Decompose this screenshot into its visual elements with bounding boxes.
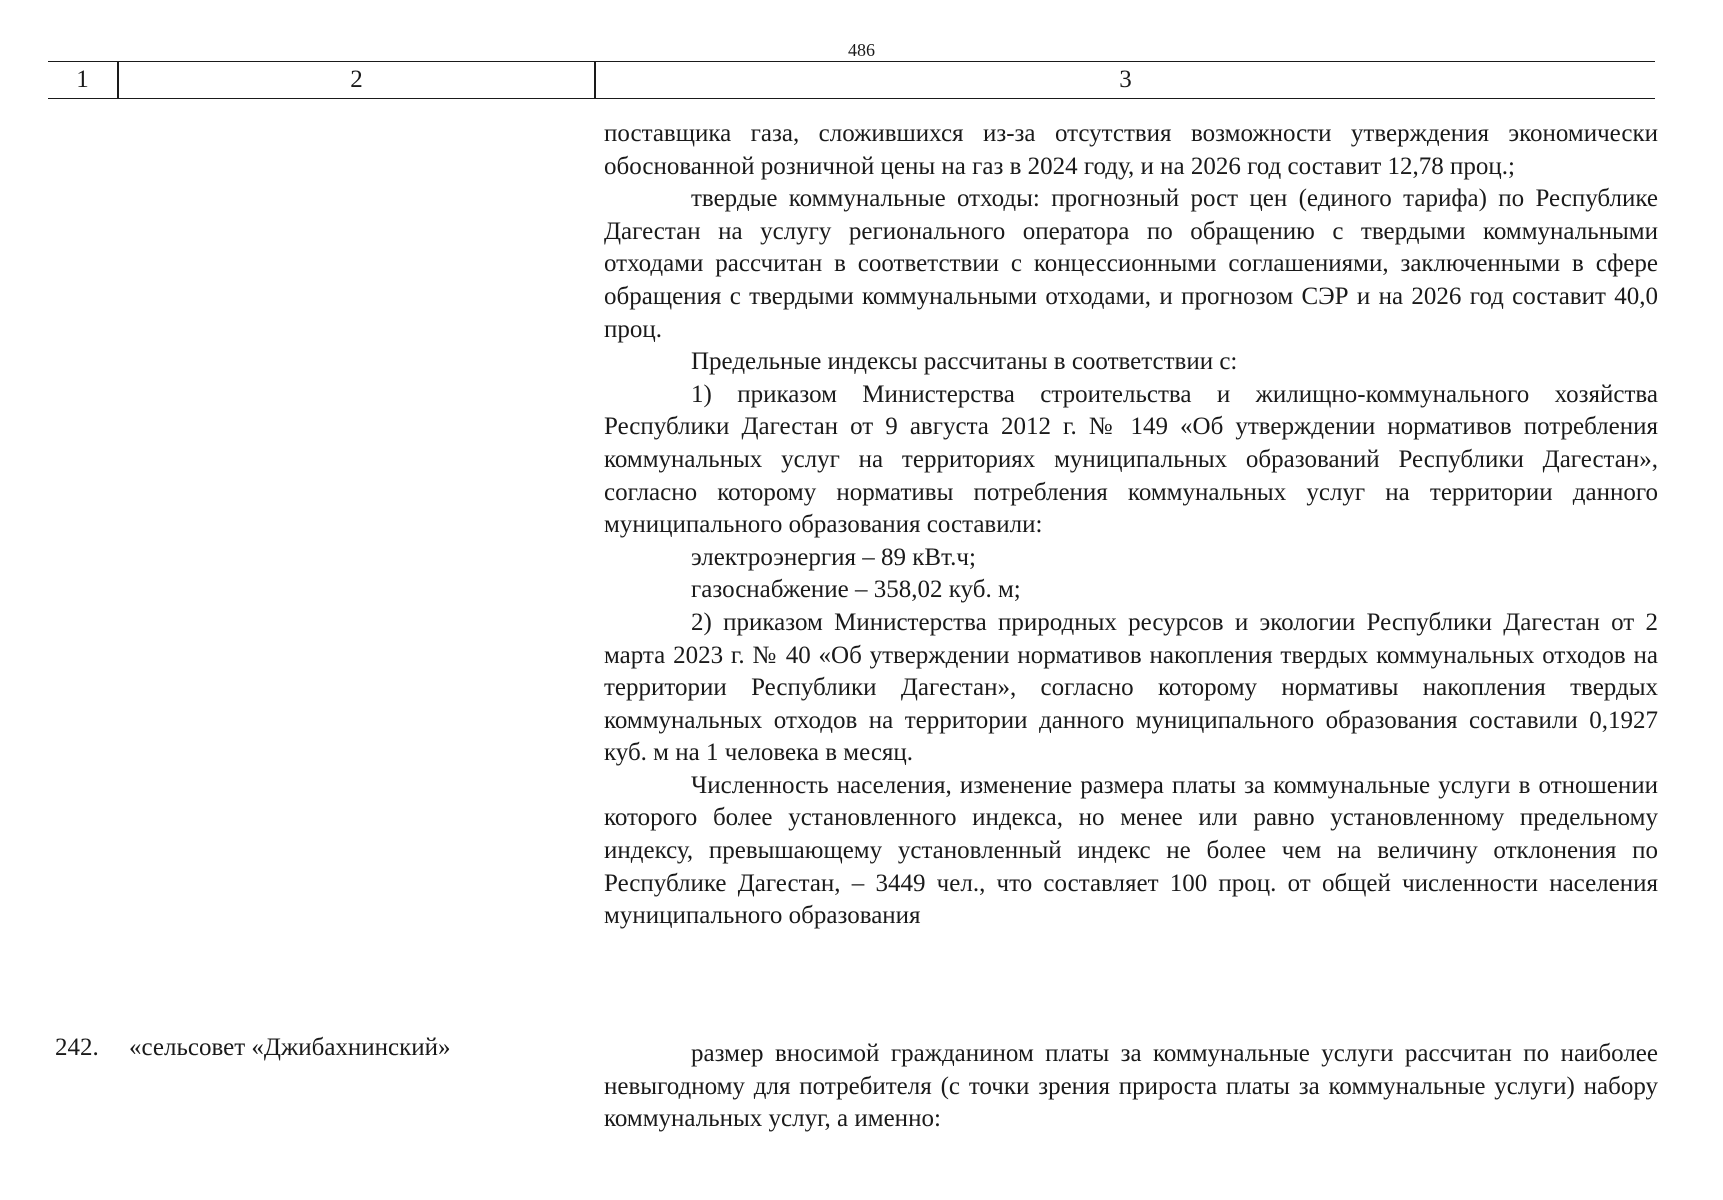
paragraph: 2) приказом Министерства природных ресурсов и экологии Республики Дагестан от 2 марта 2023 г. № 40 «Об утверждении нормативов накопления твердых коммунальных отходов на территории Республики Дагестан», согласно которому нормативы накопления твердых коммунальных отходов на территории данного муниципального образования составили 0,1927 куб. м на 1 человека в месяц. [604, 608, 1658, 767]
paragraph: Предельные индексы рассчитаны в соответствии с: [691, 348, 1238, 376]
column-header-1: 1 [76, 66, 89, 93]
column-header-2: 2 [350, 66, 363, 93]
row-text [604, 1038, 1658, 1136]
column-header-row [48, 61, 1655, 99]
paragraph: поставщика газа, сложившихся из-за отсутствия возможности утверждения экономически обоснованной розничной цены на газ в 2024 году, и на 2026 год составит 12,78 проц.; [604, 120, 1658, 180]
column-3-text [604, 118, 1658, 933]
paragraph: размер вносимой гражданином платы за коммунальные услуги рассчитан по наиболее невыгодному для потребителя (с точки зрения прироста платы за коммунальные услуги) набору коммунальных услуг, а именно: [604, 1040, 1658, 1133]
row-number: 242. [55, 1034, 99, 1061]
list-item: электроэнергия – 89 кВт.ч; [691, 543, 976, 571]
paragraph: 1) приказом Министерства строительства и жилищно-коммунального хозяйства Республики Дагестан от 9 августа 2012 г. № 149 «Об утверждении нормативов потребления коммунальных услуг на территориях муниципальных образований Республики Дагестан», согласно которому нормативы потребления коммунальных услуг на территории данного муниципального образования составили: [604, 380, 1658, 539]
paragraph: твердые коммунальные отходы: прогнозный рост цен (единого тарифа) по Республике Дагестан на услугу регионального оператора по обращению с твердыми коммунальными отходами рассчитан в соответствии с концессионными соглашениями, заключенными в сфере обращения с твердыми коммунальными отходами, и прогнозом СЭР и на 2026 год составит 40,0 проц. [604, 185, 1658, 343]
page-number: 486 [848, 40, 875, 60]
list-item: газоснабжение – 358,02 куб. м; [691, 576, 1021, 604]
column-header-3: 3 [1119, 66, 1132, 93]
paragraph: Численность населения, изменение размера платы за коммунальные услуги в отношении которого более установленного индекса, но менее или равно установленному предельному индексу, превышающему установленный индекс не более чем на величину отклонения по Республике Дагестан, – 3449 чел., что составляет 100 проц. от общей численности населения муниципального образования [604, 771, 1658, 930]
municipality-name: «сельсовет «Джибахнинский» [129, 1034, 451, 1061]
